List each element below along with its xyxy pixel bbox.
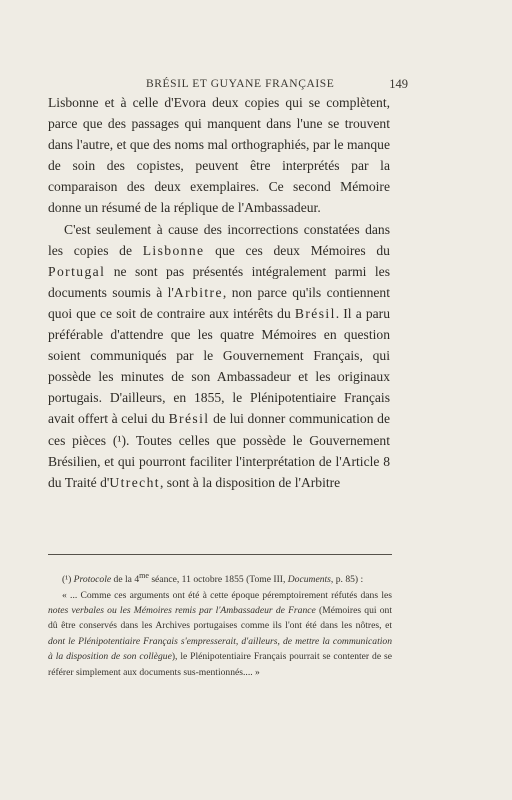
footnote-1-text-a: de la 4 bbox=[111, 574, 140, 586]
paragraph-1-text: Lisbonne et à celle d'Evora deux copies qui se complètent, parce que des passages qui manquent dans l'une se trouvent dans l'autre, et que des noms mal orthographiés, par le manque de soin des copistes, peuvent être interprétés par la comparaison des deux exemplaires. Ce second Mémoire donne un résumé de la réplique de l'Ambassadeur. bbox=[48, 95, 390, 216]
spaced-word-bresil-2: Brésil bbox=[168, 411, 210, 427]
spaced-word-bresil: Brésil bbox=[294, 305, 336, 321]
spaced-word-utrecht: Utrecht bbox=[109, 474, 160, 490]
paragraph-2-text-g: , sont à la disposition de l'Arbitre bbox=[159, 474, 341, 490]
body-text bbox=[48, 92, 390, 493]
footnote-divider bbox=[48, 554, 392, 555]
paragraph-2-text-d: , non parce qu'ils contiennent quoi que ce soit de contraire aux intérêts du bbox=[48, 284, 391, 321]
footnote-1-mark: (¹) bbox=[62, 574, 74, 586]
paragraph-2-text-b: que ces deux Mémoires du bbox=[204, 242, 390, 258]
footnote-1-text-b: séance, 11 octobre 1855 (Tome III, bbox=[148, 574, 288, 586]
footnote-2 bbox=[48, 588, 392, 680]
spaced-word-lisbonne: Lisbonne bbox=[142, 242, 205, 258]
footnote-2-text-a: « ... Comme ces arguments ont été à cette époque péremptoirement réfutés dans les bbox=[62, 589, 392, 601]
paragraph-1 bbox=[48, 92, 390, 219]
footnote-2-dont-le: dont le Plénipotentiaire Français s'empresserait, d'ailleurs, de mettre la communication à la disposition de son collègue bbox=[48, 635, 392, 663]
footnote-1-text-c: , p. 85) : bbox=[330, 574, 364, 586]
footnote-2-text-b: (Mémoires qui ont dû être conservés dans les Archives portugaises comme ils l'ont été dans les nôtres, et bbox=[48, 605, 392, 632]
footnote-2-text-c: ), le Plénipotentiaire Français pourrait se contenter de se référer simplement aux documents sus-mentionnés.... » bbox=[48, 651, 392, 678]
running-head: BRÉSIL ET GUYANE FRANÇAISE bbox=[146, 78, 335, 90]
paragraph-2-text-f: de lui donner communication de ces pièces (¹). Toutes celles que possède le Gouvernement Brésilien, et qui pourront faciliter l'interprétation de l'Article 8 du Traité d' bbox=[48, 411, 390, 490]
footnote-1-documents: Documents bbox=[287, 574, 331, 586]
spaced-word-portugal: Portugal bbox=[48, 263, 106, 279]
paragraph-2-text-e: . Il a paru préférable d'attendre que les quatre Mémoires en question soient communiqués par le Gouvernement Français, qui possède les minutes de son Ambassadeur et les originaux portugais. D'ailleurs, en 1855, le Plénipotentiaire Français avait offert à celui du bbox=[48, 305, 390, 427]
paragraph-2-text-a: C'est seulement à cause des incorrections constatées dans les copies de bbox=[48, 221, 390, 258]
page-number: 149 bbox=[389, 77, 408, 91]
footnotes bbox=[48, 568, 392, 680]
spaced-word-arbitre: Arbitre bbox=[173, 284, 223, 300]
paragraph-2-text-c: ne sont pas présentés intégralement parmi les documents soumis à l' bbox=[48, 263, 390, 300]
paragraph-2 bbox=[48, 219, 390, 493]
footnote-1 bbox=[48, 568, 392, 588]
footnote-1-superscript: me bbox=[139, 571, 149, 580]
footnote-2-notes-verbales: notes verbales ou les Mémoires remis par l'Ambassadeur de France bbox=[48, 605, 316, 616]
footnote-1-protocole: Protocole bbox=[73, 574, 112, 586]
